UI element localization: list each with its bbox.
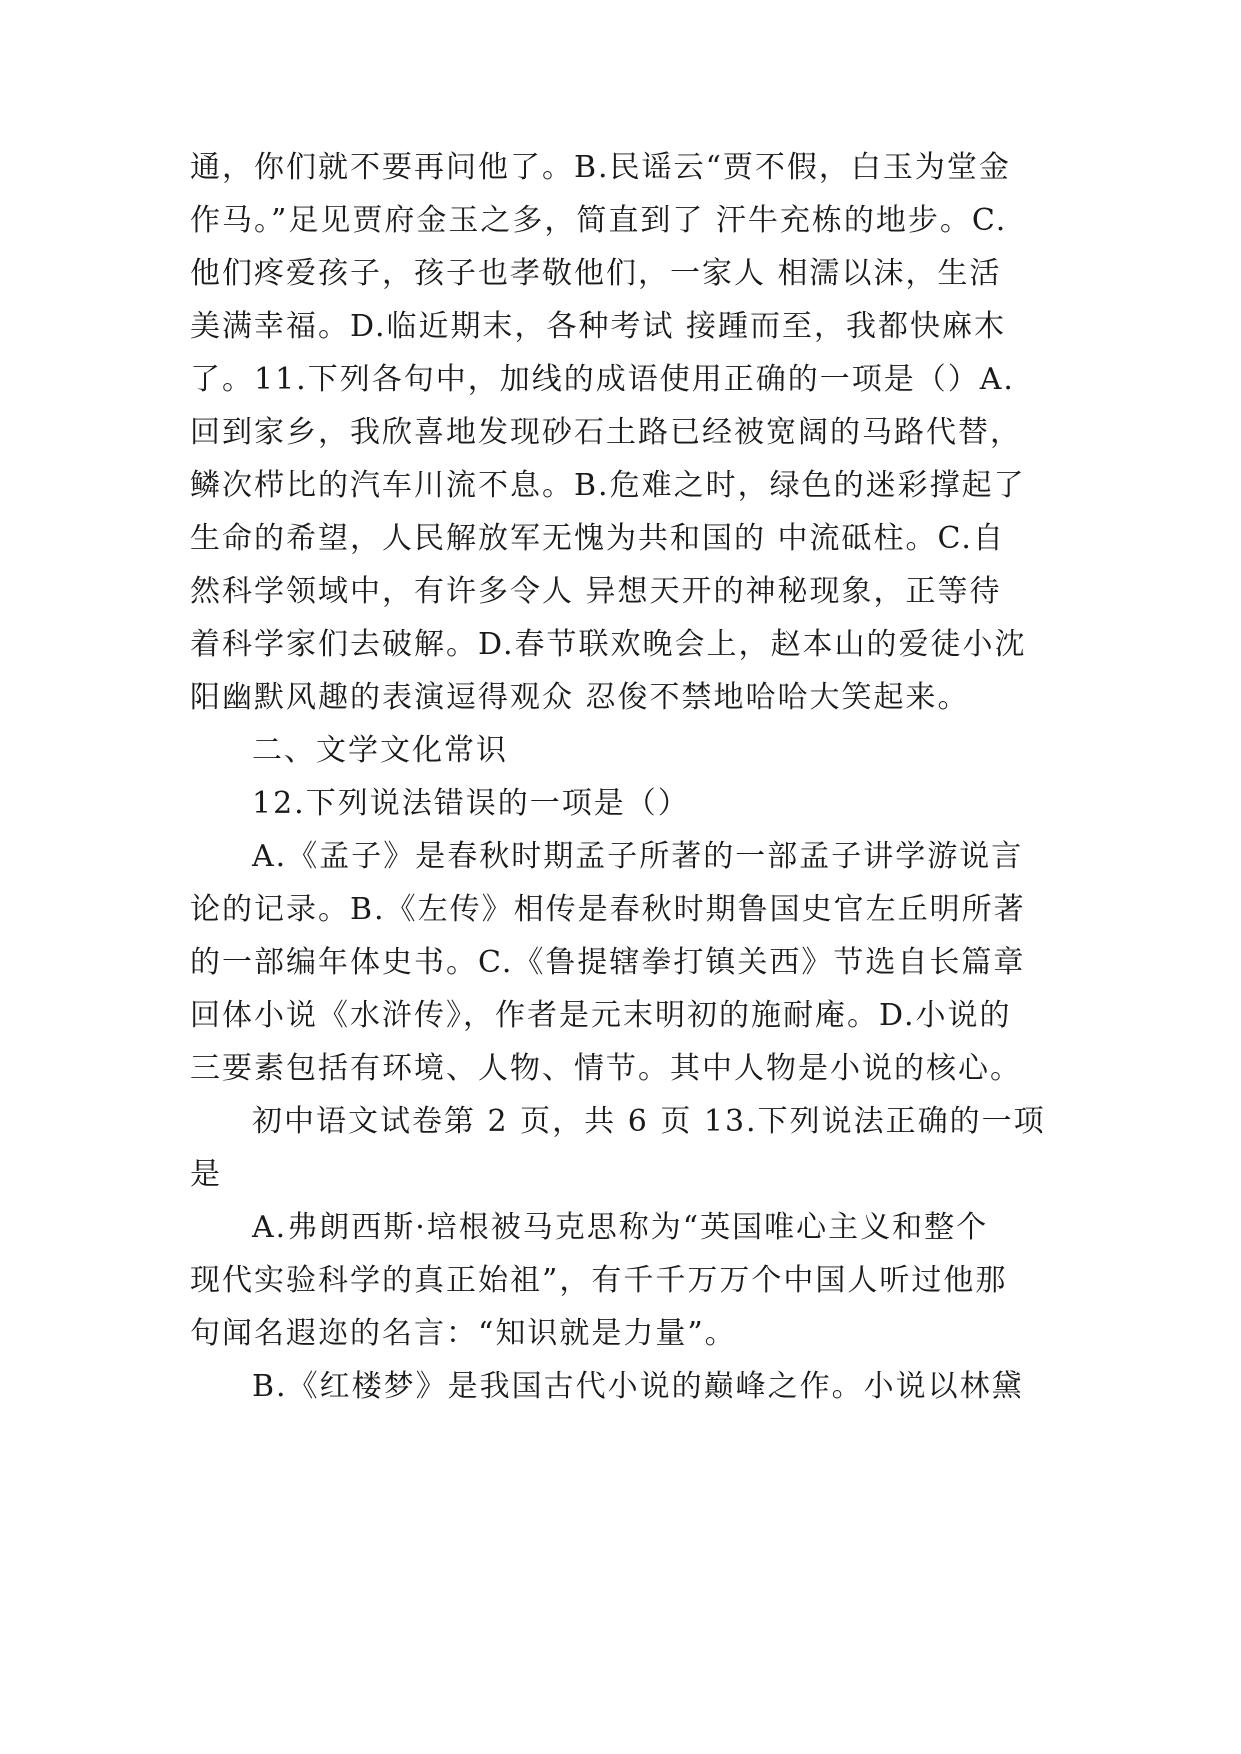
text-line: 句闻名遐迩的名言：“知识就是力量”。 bbox=[190, 1316, 737, 1351]
text-line: 回体小说《水浒传》，作者是元末明初的施耐庵。D.小说的 bbox=[190, 998, 1012, 1033]
text-line: 是 bbox=[190, 1157, 222, 1192]
text-line: 论的记录。B.《左传》相传是春秋时期鲁国史官左丘明所著 bbox=[190, 892, 1026, 927]
text-line: 美满幸福。D.临近期末，各种考试 接踵而至，我都快麻木 bbox=[190, 309, 1007, 344]
text-line: 了。11.下列各句中，加线的成语使用正确的一项是（）A. bbox=[190, 362, 1015, 397]
text-line: A.《孟子》是春秋时期孟子所著的一部孟子讲学游说言 bbox=[252, 839, 1024, 874]
text-line: 鳞次栉比的汽车川流不息。B.危难之时，绿色的迷彩撑起了 bbox=[190, 468, 1026, 503]
text-line: 阳幽默风趣的表演逗得观众 忍俊不禁地哈哈大笑起来。 bbox=[190, 680, 970, 715]
question-heading: 12.下列说法错误的一项是（） bbox=[252, 786, 690, 821]
text-line: 回到家乡，我欣喜地发现砂石土路已经被宽阔的马路代替， bbox=[190, 415, 1022, 450]
text-line: 生命的希望，人民解放军无愧为共和国的 中流砥柱。C.自 bbox=[190, 521, 1005, 556]
text-line: 初中语文试卷第 2 页，共 6 页 13.下列说法正确的一项 bbox=[252, 1104, 1046, 1139]
text-line: 作马。”足见贾府金玉之多，简直到了 汗牛充栋的地步。C. bbox=[190, 203, 1008, 238]
text-line: A.弗朗西斯·培根被马克思称为“英国唯心主义和整个 bbox=[252, 1210, 989, 1245]
text-line: 通，你们就不要再问他了。B.民谣云“贾不假，白玉为堂金 bbox=[190, 150, 1011, 185]
text-line: 的一部编年体史书。C.《鲁提辖拳打镇关西》节选自长篇章 bbox=[190, 945, 1026, 980]
text-line: 然科学领域中，有许多令人 异想天开的神秘现象，正等待 bbox=[190, 574, 1002, 609]
text-line: B.《红楼梦》是我国古代小说的巅峰之作。小说以林黛 bbox=[252, 1369, 1024, 1404]
text-line: 他们疼爱孩子，孩子也孝敬他们，一家人 相濡以沫，生活 bbox=[190, 256, 1002, 291]
section-heading: 二、文学文化常识 bbox=[252, 733, 508, 768]
text-line: 现代实验科学的真正始祖”，有千千万万个中国人听过他那 bbox=[190, 1263, 1008, 1298]
text-line: 着科学家们去破解。D.春节联欢晚会上，赵本山的爱徒小沈 bbox=[190, 627, 1027, 662]
text-line: 三要素包括有环境、人物、情节。其中人物是小说的核心。 bbox=[190, 1051, 1022, 1086]
